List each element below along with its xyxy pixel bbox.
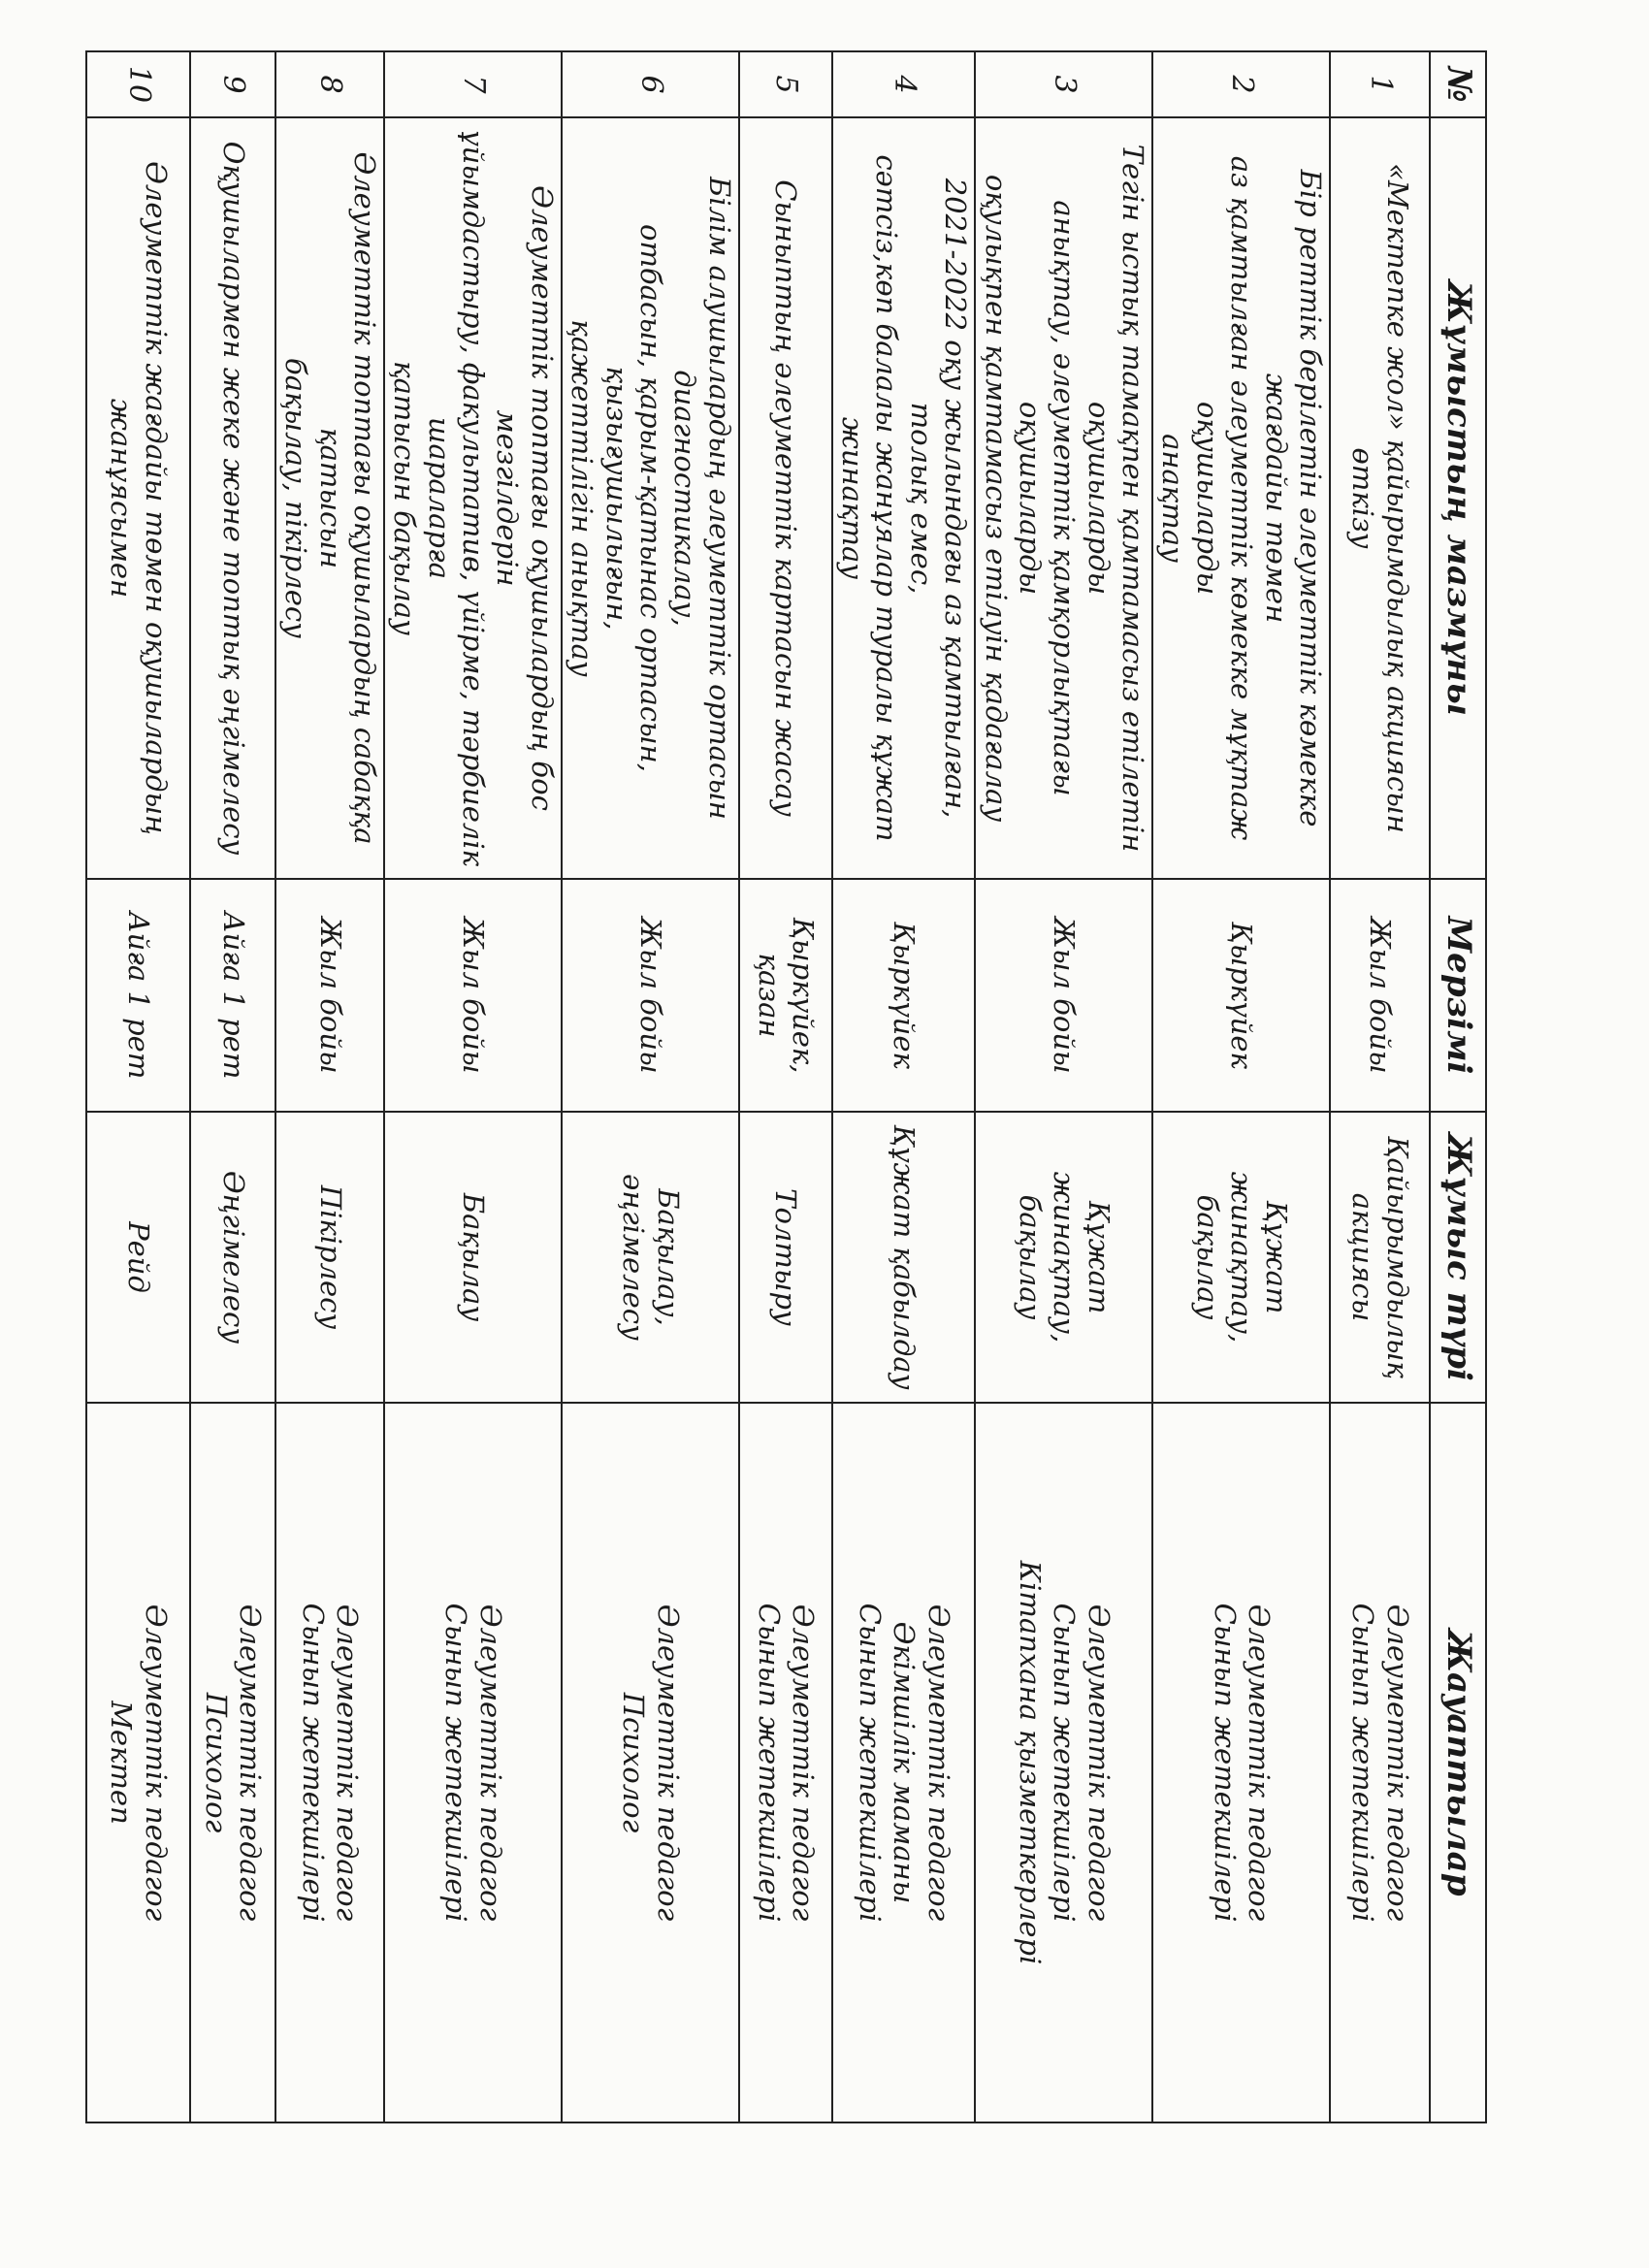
row-number-cell: 5 — [739, 51, 832, 117]
type-cell-line: бақылау — [1014, 1194, 1047, 1320]
responsible-cell-line: Әлеуметтік педагог — [473, 1604, 507, 1922]
content-cell-line: аз қамтылған әлеуметтік көмекке мұқтаж оқушыларды — [1190, 155, 1259, 841]
table-row — [384, 51, 562, 2122]
type-cell-line: Қайырымдылық — [1380, 1136, 1414, 1378]
table-row — [562, 51, 739, 2122]
content-cell-line: Сыныптың әлеуметтік картасын жасау — [769, 179, 803, 817]
term-cell — [86, 879, 190, 1112]
row-number-cell: 7 — [384, 51, 562, 117]
table-body — [86, 51, 1430, 2122]
content-cell-line: анақтау — [1156, 434, 1190, 563]
type-cell-line: Құжат жинақтау, — [1048, 1171, 1116, 1344]
row-number-cell: 4 — [832, 51, 976, 117]
responsible-cell — [739, 1403, 832, 2122]
content-cell-line: «Мектепке жол» қайырымдылық акциясын өткізу — [1346, 163, 1414, 833]
type-cell — [562, 1112, 739, 1403]
content-cell-line: Әлеуметтік топтағы оқушылардың сабаққа қатысын — [313, 151, 381, 845]
responsible-cell-line: Сынып жетекшілері — [1048, 1603, 1082, 1923]
term-cell-line: Қыркүйек, — [787, 917, 821, 1074]
table-row — [190, 51, 275, 2122]
responsible-cell-line: Сынып жетекшілері — [296, 1603, 330, 1923]
type-cell-line: Әңгімелесу — [216, 1170, 250, 1345]
type-cell — [832, 1112, 976, 1403]
row-number-cell: 10 — [86, 51, 190, 117]
type-cell-line: Құжат қабылдау — [888, 1124, 922, 1390]
header-content: Жұмыстың мазмұны — [1430, 117, 1486, 879]
responsible-cell-line: Сынып жетекшілері — [752, 1603, 786, 1923]
content-cell — [190, 117, 275, 879]
row-number-cell: 9 — [190, 51, 275, 117]
responsible-cell-line: Әлеуметтік педагог — [331, 1604, 365, 1922]
type-cell-line: Құжат жинақтау, — [1225, 1171, 1293, 1344]
type-cell-line: Рейд — [122, 1221, 156, 1293]
term-cell — [1152, 879, 1330, 1112]
term-cell-line: Жыл бойы — [634, 917, 667, 1074]
content-cell-line: Әлеуметтік жағдайы төмен оқушылардың жанұясымен — [105, 161, 173, 835]
responsible-cell-line: Сынып жетекшілері — [1208, 1603, 1242, 1923]
responsible-cell — [190, 1403, 275, 2122]
responsible-cell-line: Әлеуметтік педагог — [1082, 1604, 1116, 1922]
term-cell-line: қазан — [752, 953, 786, 1038]
term-cell — [384, 879, 562, 1112]
term-cell-line: Қыркүйек — [888, 922, 922, 1069]
header-term: Мерзімі — [1430, 879, 1486, 1112]
type-cell — [275, 1112, 384, 1403]
content-cell-line: Оқушылармен жеке және топтық әңгімелесу — [216, 141, 250, 856]
term-cell — [190, 879, 275, 1112]
content-cell — [384, 117, 562, 879]
content-cell — [1330, 117, 1430, 879]
responsible-cell — [1330, 1403, 1430, 2122]
content-cell — [1152, 117, 1330, 879]
header-type: Жұмыс түрі — [1430, 1112, 1486, 1403]
responsible-cell — [86, 1403, 190, 2122]
type-cell — [1152, 1112, 1330, 1403]
responsible-cell-line: Кітапхана қызметкерлері — [1014, 1560, 1047, 1965]
content-cell-line: отбасын, қарым-қатынас ортасын, қызығушылығын, — [599, 224, 667, 772]
row-number-cell: 2 — [1152, 51, 1330, 117]
content-cell-line: 2021-2022 оқу жылындағы аз қамтылған, толық емес, — [904, 178, 973, 819]
content-cell — [562, 117, 739, 879]
content-cell — [739, 117, 832, 879]
responsible-cell-line: Сынып жетекшілері — [1346, 1603, 1380, 1923]
type-cell-line: акциясы — [1346, 1192, 1380, 1322]
term-cell — [562, 879, 739, 1112]
type-cell — [190, 1112, 275, 1403]
term-cell — [275, 879, 384, 1112]
responsible-cell-line: Әлеуметтік педагог — [787, 1604, 821, 1922]
term-cell — [832, 879, 976, 1112]
table-row — [1330, 51, 1430, 2122]
content-cell-line: сәтсіз,көп балалы жанұялар туралы құжат жинақтау — [836, 154, 904, 842]
content-cell-line: Әлеуметтік топтағы оқушылардың бос мезгілдерін — [491, 185, 559, 811]
term-cell-line: Жыл бойы — [1364, 917, 1398, 1074]
content-cell-line: анықтау, әлеуметтік қамқорлықтағы оқушыларды — [1014, 200, 1082, 796]
content-cell-line: Білім алушылардың әлеуметтік ортасын диагностикалау, — [668, 177, 736, 820]
table-row — [86, 51, 190, 2122]
responsible-cell-line: Психолог — [617, 1692, 651, 1833]
term-cell-line: Жыл бойы — [457, 917, 491, 1074]
term-cell-line: Айға 1 рет — [122, 911, 156, 1080]
responsible-cell-line: Әлеуметтік педагог — [234, 1604, 268, 1922]
type-cell-line: Бақылау — [457, 1192, 491, 1322]
term-cell-line: Айға 1 рет — [216, 911, 250, 1080]
responsible-cell — [1152, 1403, 1330, 2122]
responsible-cell-line: Сынып жетекшілері — [439, 1603, 473, 1923]
responsible-cell-line: Әлеуметтік педагог — [651, 1604, 685, 1922]
type-cell — [384, 1112, 562, 1403]
term-cell — [739, 879, 832, 1112]
table-row — [832, 51, 976, 2122]
row-number-cell: 1 — [1330, 51, 1430, 117]
content-cell-line: қажеттілігін анықтау — [566, 319, 599, 677]
row-number-cell: 6 — [562, 51, 739, 117]
term-cell-line: Жыл бойы — [313, 917, 347, 1074]
term-cell-line: Қыркүйек — [1225, 922, 1259, 1069]
responsible-cell-line: Әлеуметтік педагог — [1380, 1604, 1414, 1922]
responsible-cell — [275, 1403, 384, 2122]
content-cell — [832, 117, 976, 879]
content-cell-line: оқулықпен қамтамасыз етілуін қадағалау — [979, 174, 1013, 823]
term-cell — [975, 879, 1152, 1112]
content-cell-line: Бір реттік берілетін әлеуметтік көмекке жағдайы төмен — [1259, 169, 1327, 827]
type-cell — [975, 1112, 1152, 1403]
header-responsible: Жауаптылар — [1430, 1403, 1486, 2122]
content-cell-line: Тегін ыстық тамақпен қамтамасыз етілетін оқушыларды — [1082, 144, 1150, 853]
responsible-cell-line: Әлеуметтік педагог — [1242, 1604, 1276, 1922]
responsible-cell — [832, 1403, 976, 2122]
content-cell-line: бақылау, пікірлесу — [279, 358, 313, 638]
type-cell-line: Пікірлесу — [313, 1184, 347, 1330]
type-cell-line: Бақылау, әңгімелесу — [617, 1174, 685, 1341]
table-row — [975, 51, 1152, 2122]
type-cell — [739, 1112, 832, 1403]
rotated-table-container — [105, 50, 1487, 2122]
type-cell-line: Толтыру — [769, 1188, 803, 1326]
responsible-cell-line: Әлеуметтік педагог — [922, 1604, 955, 1922]
type-cell — [86, 1112, 190, 1403]
content-cell — [275, 117, 384, 879]
header-num: № — [1430, 51, 1486, 117]
table-row — [739, 51, 832, 2122]
row-number-cell: 8 — [275, 51, 384, 117]
responsible-cell — [975, 1403, 1152, 2122]
type-cell — [1330, 1112, 1430, 1403]
responsible-cell-line: Сынып жетекшілері — [853, 1603, 887, 1923]
term-cell — [1330, 879, 1430, 1112]
responsible-cell — [562, 1403, 739, 2122]
work-plan-table — [85, 50, 1487, 2123]
responsible-cell — [384, 1403, 562, 2122]
content-cell-line: ұйымдастыру, факультатив, үйірме, тәрбиелік шараларға — [422, 130, 491, 866]
content-cell — [975, 117, 1152, 879]
type-cell-line: бақылау — [1190, 1194, 1224, 1320]
table-row — [1152, 51, 1330, 2122]
responsible-cell-line: Мектеп — [105, 1701, 139, 1825]
responsible-cell-line: Әкімшілік маманы — [888, 1621, 922, 1904]
header-row — [1430, 51, 1486, 2122]
table-row — [275, 51, 384, 2122]
row-number-cell: 3 — [975, 51, 1152, 117]
responsible-cell-line: Психолог — [199, 1692, 233, 1833]
content-cell-line: қатысын бақылау — [388, 361, 422, 635]
term-cell-line: Жыл бойы — [1048, 917, 1082, 1074]
content-cell — [86, 117, 190, 879]
responsible-cell-line: Әлеуметтік педагог — [139, 1604, 173, 1922]
